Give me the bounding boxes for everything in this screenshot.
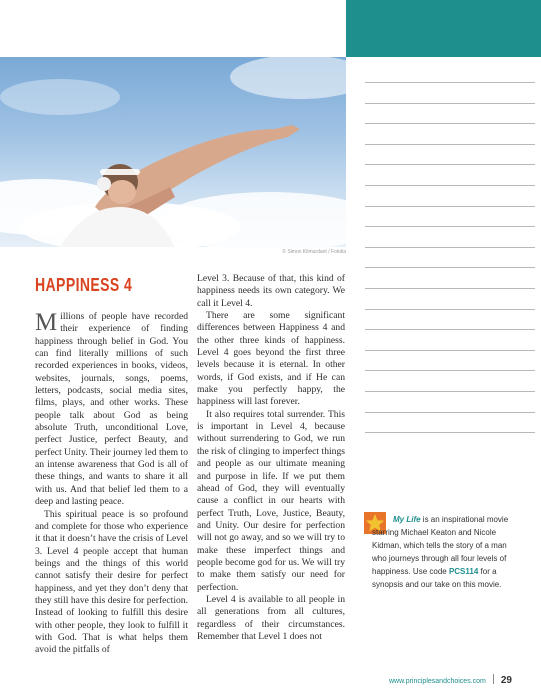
sidebar-text: is an inspirational movie starring Michael Keaton and Nicole Kidman, which tells the story of a man who journeys through all four levels of happiness. Use code [372, 515, 509, 576]
note-line [365, 370, 535, 371]
footer-website-link[interactable]: www.principlesandchoices.com [388, 678, 486, 685]
note-line [365, 329, 535, 330]
note-line [365, 185, 535, 186]
note-line [365, 391, 535, 392]
note-line [365, 206, 535, 207]
note-line [365, 247, 535, 248]
promo-code: PCS114 [448, 567, 479, 576]
drop-cap: M [35, 309, 58, 336]
article-column-2 [197, 273, 345, 643]
paragraph-text: illions of people have recorded their experience of finding happiness through belief in God. You can find literally millions of such recorded experiences in books, videos, websites, journals, songs, poems, letters, podcasts, social media sites, films, plays, and other works. These people talk about God as being absolute Truth, unconditional Love, perfect Justice, perfect Beauty, and perfect Unity. Their journey led them to an intense awareness that God is all of these things, and wants to share it all with us. And that belief led them to a deep and lasting peace. [35, 311, 188, 508]
note-line [365, 82, 535, 83]
section-heading: HAPPINESS 4 [35, 275, 133, 295]
article-paragraph: There are some significant differences between Happiness 4 and the other three kinds of happiness. Level 4 goes beyond the first three levels because it is eternal. In other words, if God exists, and if He can make you perfectly happy, the happiness will last forever. [197, 310, 345, 408]
note-line [365, 123, 535, 124]
article-paragraph: Level 3. Because of that, this kind of happiness needs its own category. We call it Level 4. [197, 273, 345, 309]
note-line [365, 164, 535, 165]
article-paragraph: This spiritual peace is so profound and complete for those who experience it that it doesn’t have the crisis of Level 3. Level 4 people accept that human beings and the things of this world cannot satisfy their desire for perfect happiness, and yet they don’t deny that they still have this desire for perfection. Instead of looking to fulfill this desire with other people, they look to fulfill it with God. That is what helps them avoid the pitfalls of [35, 508, 188, 656]
sidebar-text: for a synopsis and our take on this movie. [372, 567, 502, 589]
footer-divider [493, 674, 494, 684]
article-paragraph [35, 311, 188, 509]
woman-open-arms-sky-image [0, 57, 346, 247]
note-line [365, 103, 535, 104]
movie-title: My Life [393, 515, 421, 524]
movie-sidebar [372, 513, 512, 591]
notes-lines [365, 82, 535, 453]
article-paragraph: Level 4 is available to all people in all generations from all cultures, regardless of their circumstances. Remember that Level 1 does not [197, 593, 345, 642]
note-line [365, 309, 535, 310]
hero-photo [0, 57, 346, 247]
note-line [365, 288, 535, 289]
photo-credit: © Simon Kilmurdant / Fotolia [282, 249, 346, 255]
header-color-bar [346, 0, 541, 57]
note-line [365, 350, 535, 351]
note-line [365, 144, 535, 145]
note-line [365, 432, 535, 433]
note-line [365, 412, 535, 413]
page-footer [389, 670, 512, 688]
page-number: 29 [500, 675, 512, 686]
article-column-1 [35, 311, 188, 657]
article-paragraph: It also requires total surrender. This is important in Level 4, because without surrendering to God, we run the risk of clinging to imperfect things and people as our ultimate meaning and purpose in life. If we put them ahead of God, they will eventually cause a conflict in our hearts with perfect Truth, Love, Justice, Beauty, and Unity. Our desire for perfection will not go away, and so we will try to make these imperfect things and people become god for us. We will try to make them satisfy our need for perfection. [197, 408, 345, 593]
note-line [365, 226, 535, 227]
note-line [365, 267, 535, 268]
